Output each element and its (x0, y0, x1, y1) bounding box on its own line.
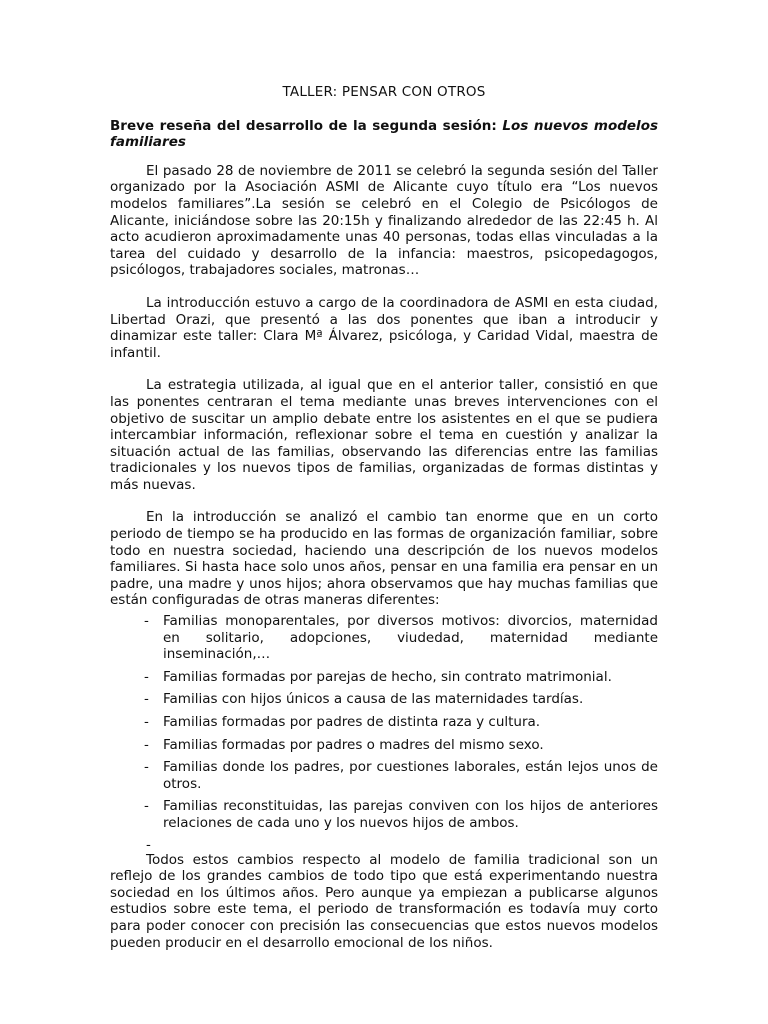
paragraph-intro: El pasado 28 de noviembre de 2011 se celebró la segunda sesión del Taller organizado por la Asociación ASMI de Alicante cuyo título era “Los nuevos modelos familiares”.La sesión se celebró en el Colegio de Psicólogos de Alicante, iniciándose sobre las 20:15h y finalizando alrededor de las 22:45 h. Al acto acudieron aproximadamente unas 40 personas, todas ellas vinculadas a la tarea del cuidado y desarrollo de la infancia: maestros, psicopedagogos, psicólogos, trabajadores sociales, matronas… (110, 162, 658, 279)
list-item (110, 669, 658, 686)
list-item-text: Familias formadas por padres o madres del mismo sexo. (163, 736, 544, 753)
list-dash: - (144, 714, 149, 730)
paragraph-closing: Todos estos cambios respecto al modelo de familia tradicional son un reflejo de los grandes cambios de todo tipo que está experimentando nuestra sociedad en los últimos años. Pero aunque ya empiezan a publicarse algunos estudios sobre este tema, el periodo de transformación es todavía muy corto para poder conocer con precisión las consecuencias que estos nuevos modelos pueden producir en el desarrollo emocional de los niños. (110, 851, 658, 951)
list-item-text: Familias formadas por padres de distinta raza y cultura. (163, 714, 541, 730)
paragraph-introduction-coordinator: La introducción estuvo a cargo de la coordinadora de ASMI en esta ciudad, Libertad Orazi, que presentó a las dos ponentes que iban a introducir y dinamizar este taller: Clara Mª Álvarez, psicóloga, y Caridad Vidal, maestra de infantil. (110, 294, 658, 361)
subtitle-italic: Los nuevos modelos familiares (110, 117, 658, 151)
paragraph-analysis: En la introducción se analizó el cambio tan enorme que en un corto periodo de tiempo se ha producido en las formas de organización familiar, sobre todo en nuestra sociedad, haciendo una descripción de los nuevos modelos familiares. Si hasta hace solo unos años, pensar en una familia era pensar en un padre, una madre y unos hijos; ahora observamos que hay muchas familias que están configuradas de otras maneras diferentes: (110, 509, 658, 609)
list-dash: - (144, 691, 149, 708)
list-dash: - (144, 668, 149, 685)
list-item-text: Familias monoparentales, por diversos motivos: divorcios, maternidad en solitario, adopciones, viudedad, maternidad mediante inseminación,… (163, 613, 658, 663)
list-dash: - (144, 613, 149, 630)
list-item (110, 613, 658, 663)
document-title: TALLER: PENSAR CON OTROS (282, 84, 486, 100)
document-page (110, 84, 658, 951)
list-item-text: Familias con hijos únicos a causa de las maternidades tardías. (163, 691, 584, 708)
list-dash: - (144, 736, 149, 753)
subtitle-lead: Breve reseña del desarrollo de la segunda sesión: (110, 117, 503, 134)
paragraph-strategy: La estrategia utilizada, al igual que en el anterior taller, consistió en que las ponentes centraran el tema mediante unas breves intervenciones con el objetivo de suscitar un amplio debate entre los asistentes en el que se pudiera intercambiar información, reflexionar sobre el tema en cuestión y analizar la situación actual de las familias, observando las diferencias entre las familias tradicionales y los nuevos tipos de familias, organizadas de formas distintas y más nuevas. (110, 377, 658, 493)
list-item-text: Familias formadas por parejas de hecho, sin contrato matrimonial. (163, 668, 612, 685)
family-types-list (110, 613, 658, 832)
list-item (110, 714, 658, 731)
list-item (110, 691, 658, 708)
list-item (110, 737, 658, 754)
list-dash: - (144, 759, 149, 776)
document-subtitle (110, 118, 658, 151)
list-dash: - (144, 798, 149, 815)
list-item-text: Familias donde los padres, por cuestiones laborales, están lejos unos de otros. (163, 759, 658, 792)
list-item-text: Familias reconstituidas, las parejas conviven con los hijos de anteriores relaciones de cada uno y los nuevos hijos de ambos. (163, 798, 658, 831)
list-item (110, 759, 658, 792)
empty-list-dash: - (146, 836, 151, 853)
list-item (110, 798, 658, 831)
